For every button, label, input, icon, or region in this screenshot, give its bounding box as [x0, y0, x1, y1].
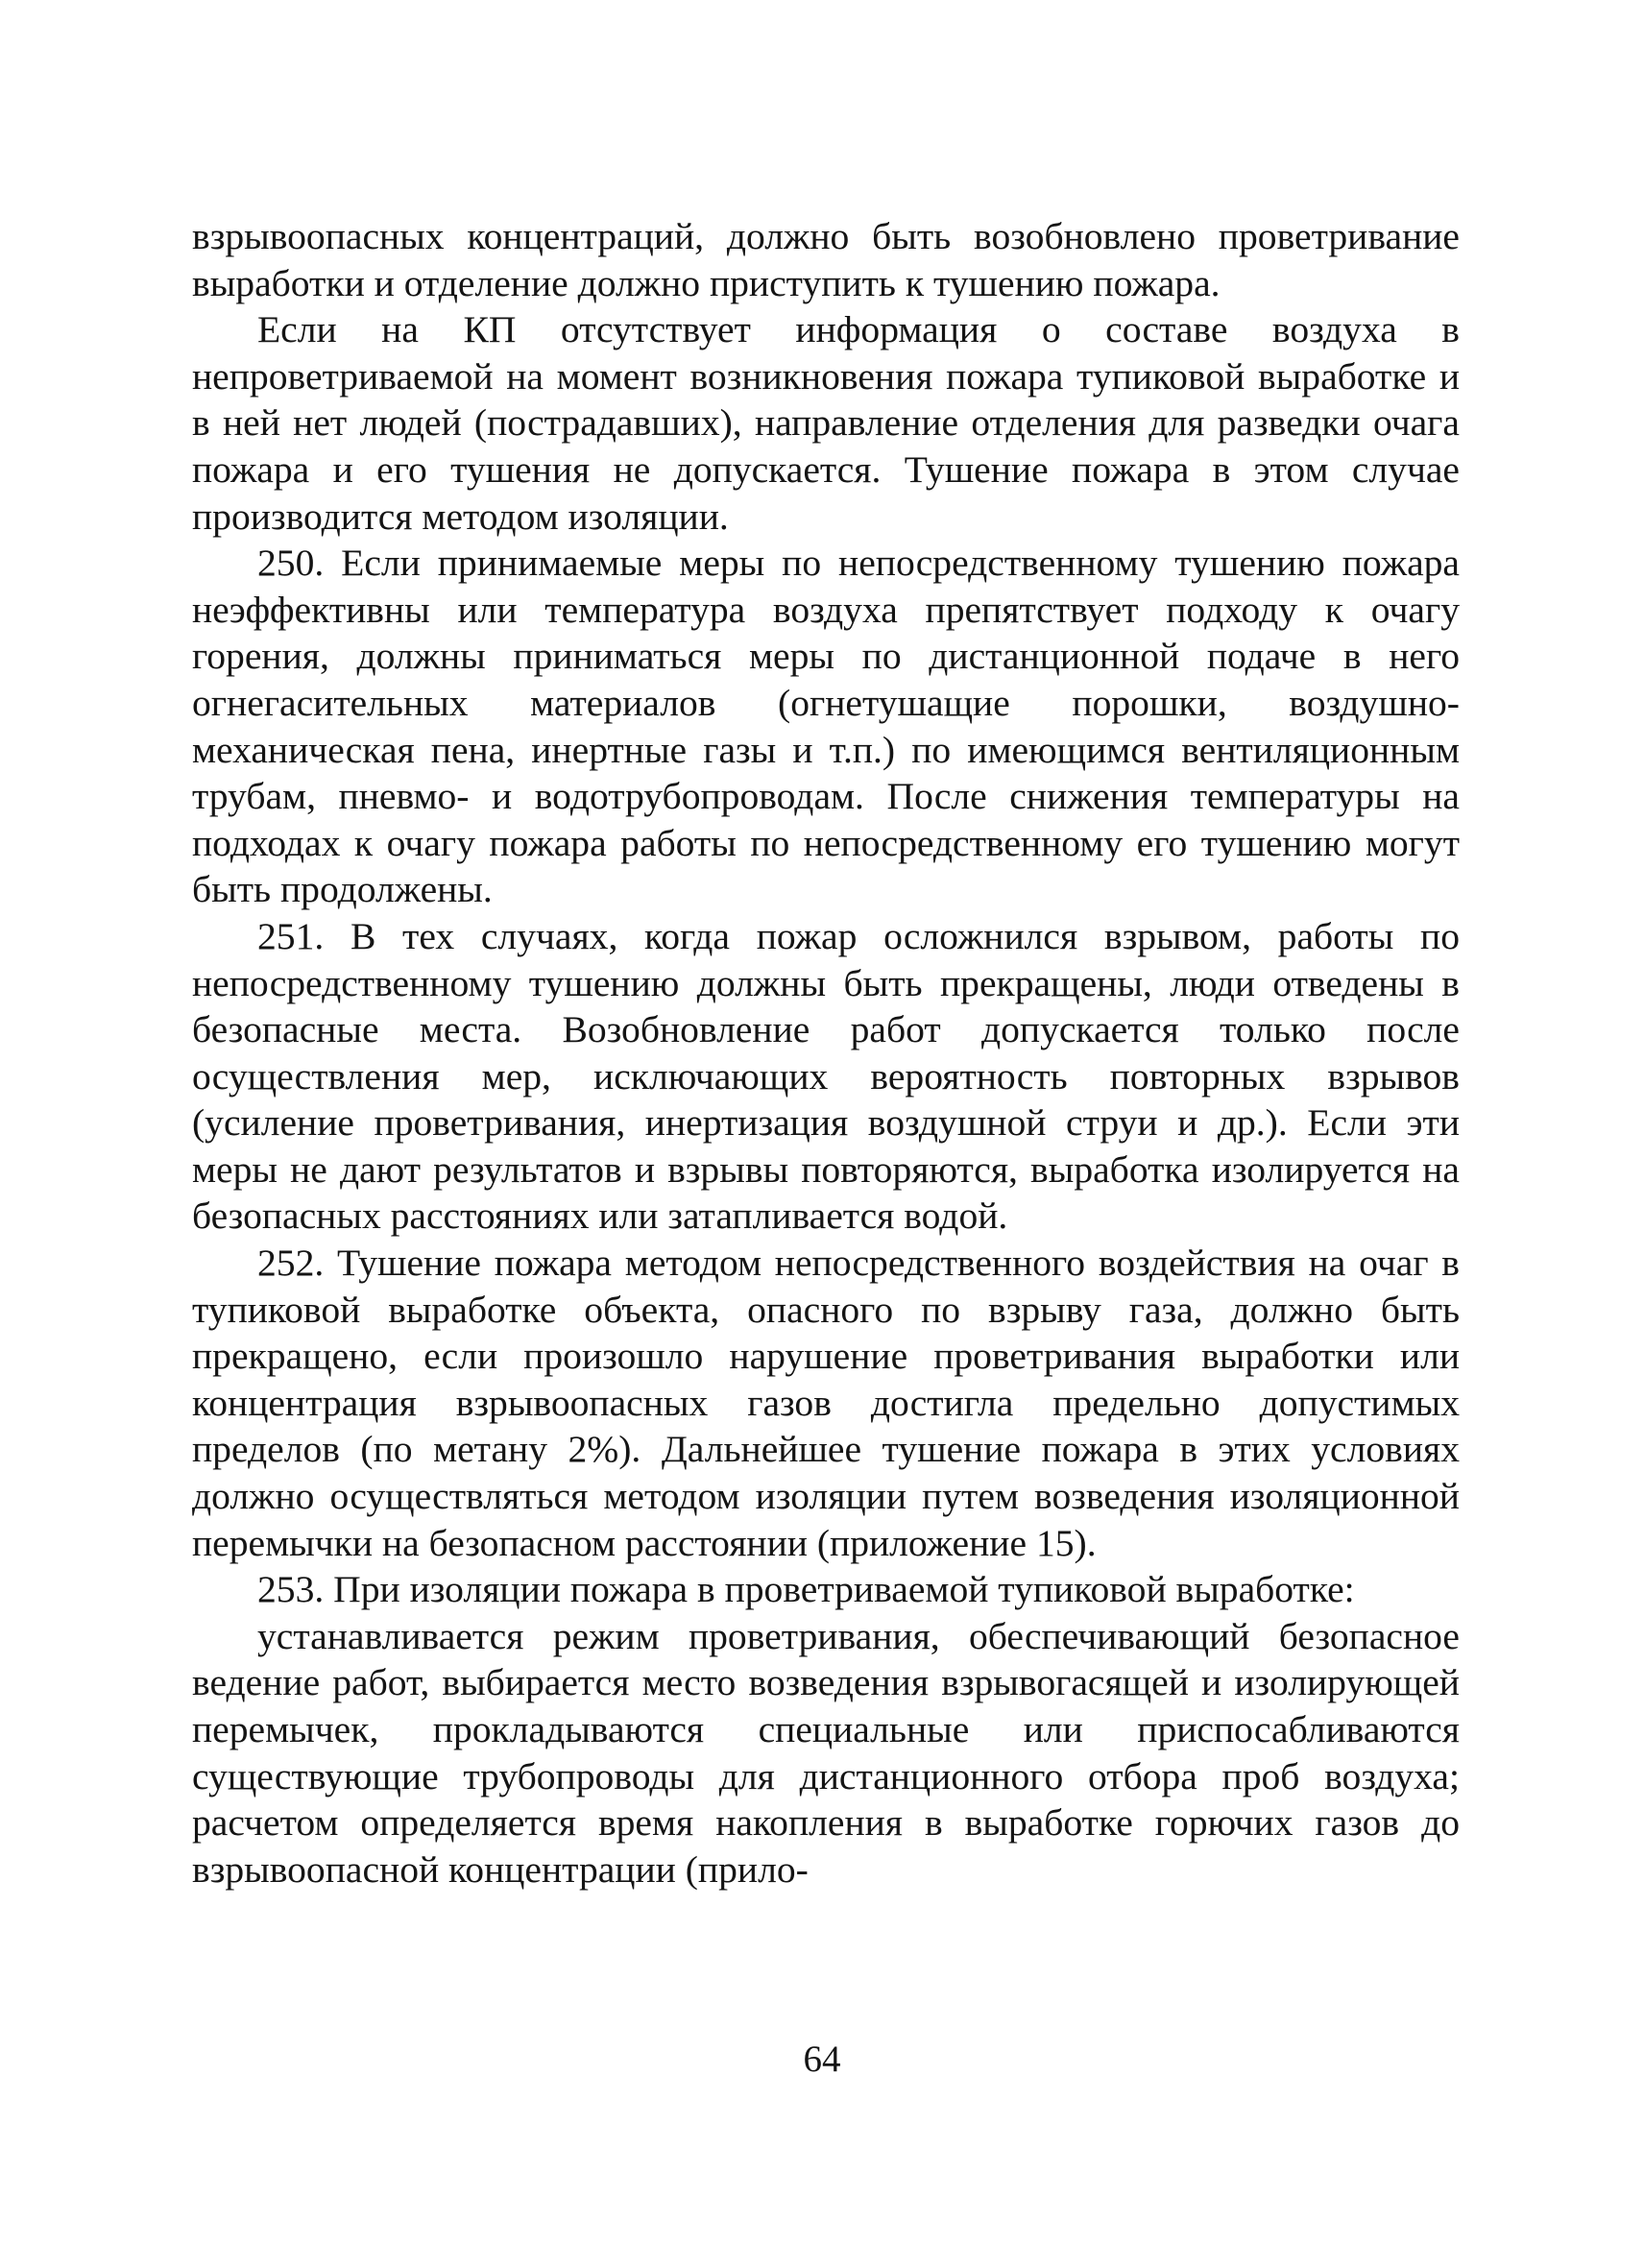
- paragraph-251: 251. В тех случаях, когда пожар осложнился взрывом, работы по непосредственному тушению должны быть прекращены, люди отведены в безопасные места. Возобновление работ допускается только после осуществления мер, исключающих вероятность повторных взрывов (усиление проветривания, инертизация воздушной струи и др.). Если эти меры не дают результатов и взрывы повторяются, выработка изолируется на безопасных расстояниях или затапливается водой.: [192, 914, 1460, 1238]
- page-body: [192, 213, 1460, 1893]
- page-number: 64: [803, 2039, 841, 2080]
- paragraph-252: 252. Тушение пожара методом непосредственного воздействия на очаг в тупиковой выработке объекта, опасного по взрыву газа, должно быть прекращено, если произошло нарушение проветривания выработки или концентрация взрывоопасных газов достигла предельно допустимых пределов (по метану 2%). Дальнейшее тушение пожара в этих условиях должно осуществляться методом изоляции путем возведения изоляционной перемычки на безопасном расстоянии (приложение 15).: [192, 1242, 1460, 1564]
- paragraph-250: 250. Если принимаемые меры по непосредственному тушению пожара неэффективны или температура воздуха препятствует подходу к очагу горения, должны приниматься меры по дистанционной подаче в него огнегасительных материалов (огнетушащие порошки, воздушно-механическая пена, инертные газы и т.п.) по имеющимся вентиляционным трубам, пневмо- и водотрубопроводам. После снижения температуры на подходах к очагу пожара работы по непосредственному его тушению могут быть продолжены.: [192, 542, 1460, 911]
- paragraph-no-info: Если на КП отсутствует информация о составе воздуха в непроветриваемой на момент возникновения пожара тупиковой выработке и в ней нет людей (пострадавших), направление отделения для разведки очага пожара и его тушения не допускается. Тушение пожара в этом случае производится методом изоляции.: [192, 308, 1460, 538]
- paragraph-253: 253. При изоляции пожара в проветриваемой тупиковой выработке:: [257, 1568, 1355, 1611]
- paragraph-253-item: устанавливается режим проветривания, обеспечивающий безопасное ведение работ, выбирается место возведения взрывогасящей и изолирующей перемычек, прокладываются специальные или приспосабливаются существующие трубопроводы для дистанционного отбора проб воздуха; расчетом определяется время накопления в выработке горючих газов до взрывоопасной концентрации (прило-: [192, 1614, 1460, 1891]
- paragraph-continuation: взрывоопасных концентраций, должно быть возобновлено проветривание выработки и отделение должно приступить к тушению пожара.: [192, 215, 1460, 304]
